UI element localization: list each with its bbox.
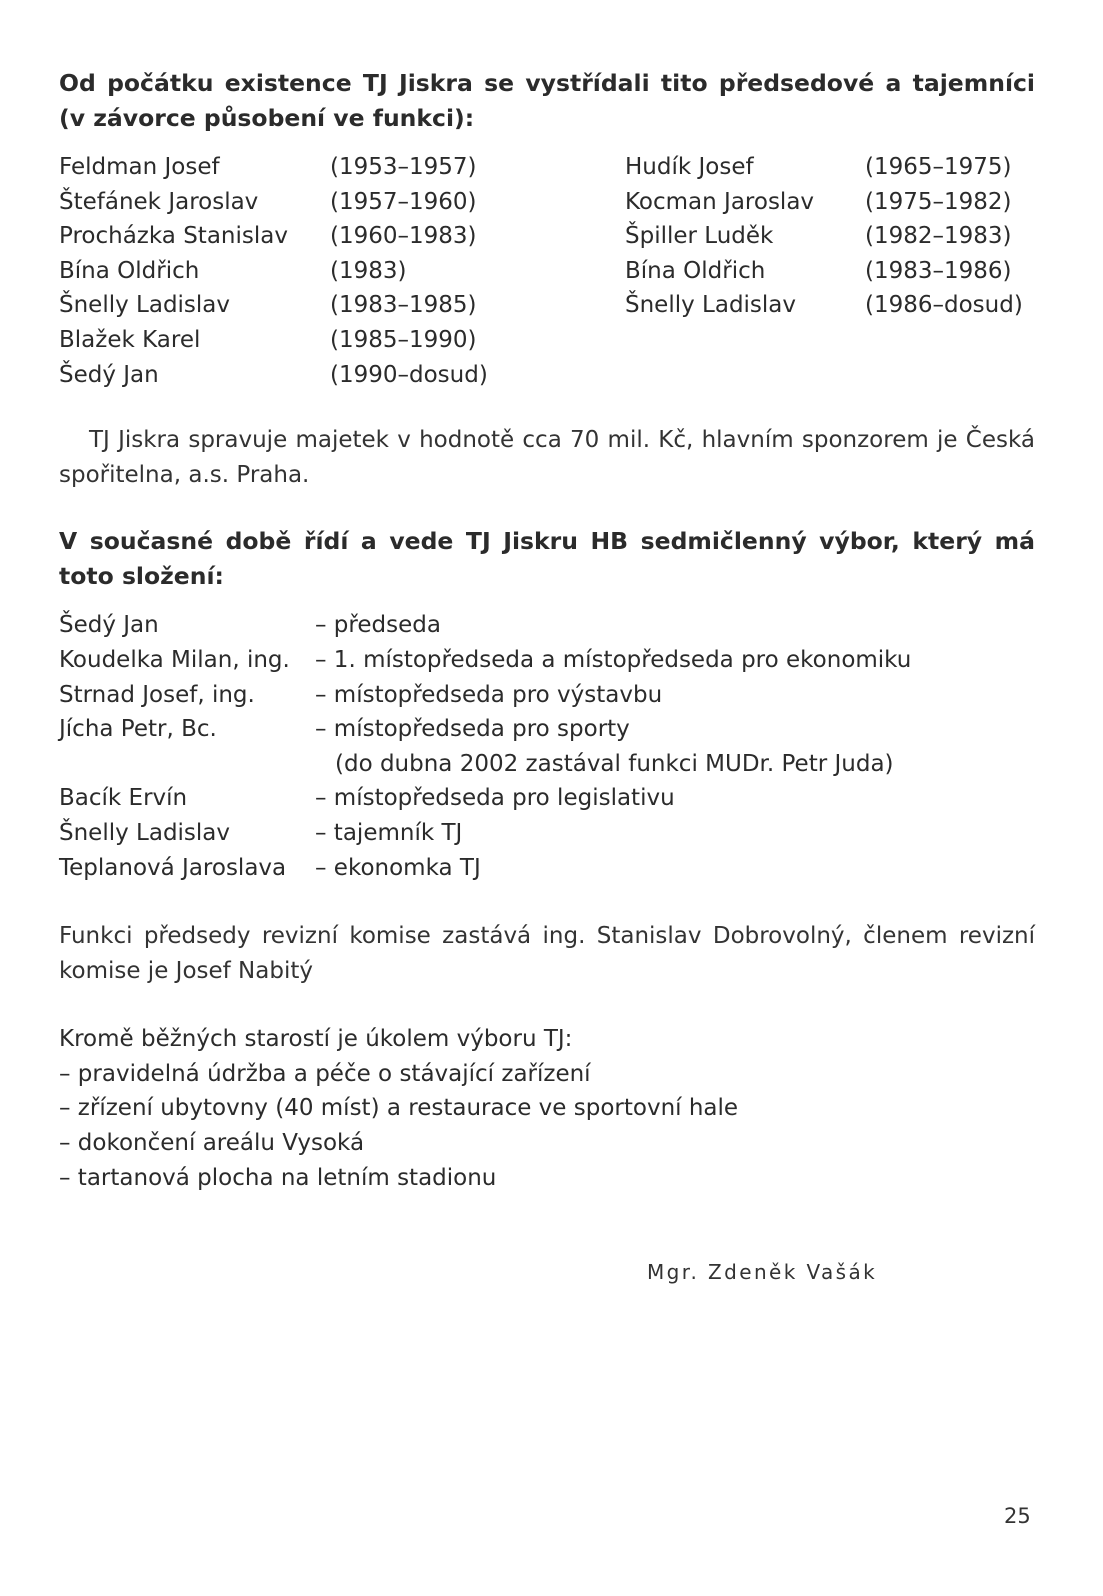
task-item: – pravidelná údržba a péče o stávající zařízení xyxy=(59,1060,591,1087)
officer-years: (1983–1986) xyxy=(865,257,1012,284)
member-name: Šnelly Ladislav xyxy=(59,819,231,846)
officer-years: (1982–1983) xyxy=(865,223,1012,250)
officer-row xyxy=(59,358,625,393)
officer-row xyxy=(59,185,625,220)
property-paragraph: TJ Jiskra spravuje majetek v hodnotě cca 70 mil. Kč, hlavním sponzorem je Česká spořitelna, a.s. Praha. xyxy=(59,427,1035,488)
officer-row xyxy=(59,219,625,254)
committee-heading: V současné době řídí a vede TJ Jiskru HB sedmičlenný výbor, který má toto složení: xyxy=(59,527,1035,591)
officer-name: Blažek Karel xyxy=(59,326,201,353)
officer-years: (1983–1985) xyxy=(330,292,477,319)
member-role-note: (do dubna 2002 zastával funkci MUDr. Petr Juda) xyxy=(335,750,894,777)
committee-row xyxy=(59,712,1035,747)
officer-years: (1957–1960) xyxy=(330,188,477,215)
task-item: – dokončení areálu Vysoká xyxy=(59,1130,365,1157)
page-content xyxy=(59,66,1035,1195)
member-name: Jícha Petr, Bc. xyxy=(59,716,217,743)
officer-years: (1960–1983) xyxy=(330,223,477,250)
officers-heading: Od počátku existence TJ Jiskra se vystřídali tito předsedové a tajemníci (v závorce působení ve funkci): xyxy=(59,69,1035,132)
member-name: Bacík Ervín xyxy=(59,785,188,812)
officer-name: Špiller Luděk xyxy=(625,223,774,250)
member-name: Šedý Jan xyxy=(59,612,159,639)
task-item: – tartanová plocha na letním stadionu xyxy=(59,1164,497,1191)
officer-years: (1983) xyxy=(330,257,407,284)
officer-years: (1990–dosud) xyxy=(330,361,488,388)
officer-years: (1985–1990) xyxy=(330,326,477,353)
member-role: – místopředseda pro výstavbu xyxy=(315,681,663,708)
officer-name: Hudík Josef xyxy=(625,154,754,180)
member-name: Koudelka Milan, ing. xyxy=(59,646,290,673)
officer-name: Feldman Josef xyxy=(59,154,220,180)
officer-name: Bína Oldřich xyxy=(625,257,766,284)
officer-name: Procházka Stanislav xyxy=(59,223,288,250)
chairmen-column xyxy=(59,150,625,392)
officer-row xyxy=(625,288,1035,323)
officer-years: (1975–1982) xyxy=(865,188,1012,215)
officer-name: Šnelly Ladislav xyxy=(625,292,797,319)
committee-row xyxy=(59,678,1035,713)
secretaries-column xyxy=(625,150,1035,392)
officer-row xyxy=(59,288,625,323)
member-role: – místopředseda pro sporty xyxy=(315,716,630,743)
committee-list xyxy=(59,608,1035,885)
member-name: Strnad Josef, ing. xyxy=(59,681,255,708)
member-role: – ekonomka TJ xyxy=(315,854,481,881)
officer-row xyxy=(59,323,625,358)
committee-row xyxy=(59,643,1035,678)
committee-row xyxy=(59,851,1035,886)
officer-row xyxy=(625,150,1035,185)
officer-name: Štefánek Jaroslav xyxy=(59,188,259,215)
member-role: – 1. místopředseda a místopředseda pro ekonomiku xyxy=(315,646,912,673)
officer-years: (1953–1957) xyxy=(330,154,477,180)
officer-name: Bína Oldřich xyxy=(59,257,200,284)
officer-row xyxy=(625,219,1035,254)
officer-name: Kocman Jaroslav xyxy=(625,188,815,215)
committee-row xyxy=(59,747,1035,782)
officers-table xyxy=(59,150,1035,392)
officer-row xyxy=(59,150,625,185)
officer-years: (1986–dosud) xyxy=(865,292,1023,319)
committee-row xyxy=(59,816,1035,851)
member-role: – tajemník TJ xyxy=(315,819,463,846)
task-item: – zřízení ubytovny (40 míst) a restaurace ve sportovní hale xyxy=(59,1095,739,1122)
officer-name: Šnelly Ladislav xyxy=(59,292,231,319)
tasks-intro: Kromě běžných starostí je úkolem výboru TJ: xyxy=(59,1026,573,1053)
committee-row xyxy=(59,781,1035,816)
revision-paragraph: Funkci předsedy revizní komise zastává ing. Stanislav Dobrovolný, členem revizní komise je Josef Nabitý xyxy=(59,923,1035,984)
committee-row xyxy=(59,608,1035,643)
officer-row xyxy=(59,254,625,289)
officer-name: Šedý Jan xyxy=(59,361,159,388)
officer-years: (1965–1975) xyxy=(865,154,1012,180)
page-number: 25 xyxy=(1004,1504,1031,1528)
tasks-block xyxy=(59,1022,1035,1195)
officer-row xyxy=(625,185,1035,220)
member-role: – předseda xyxy=(315,612,441,639)
officer-row xyxy=(625,254,1035,289)
author-signature: Mgr. Zdeněk Vašák xyxy=(647,1260,878,1284)
member-name: Teplanová Jaroslava xyxy=(59,854,287,881)
member-name xyxy=(59,747,315,782)
member-role: – místopředseda pro legislativu xyxy=(315,785,675,812)
